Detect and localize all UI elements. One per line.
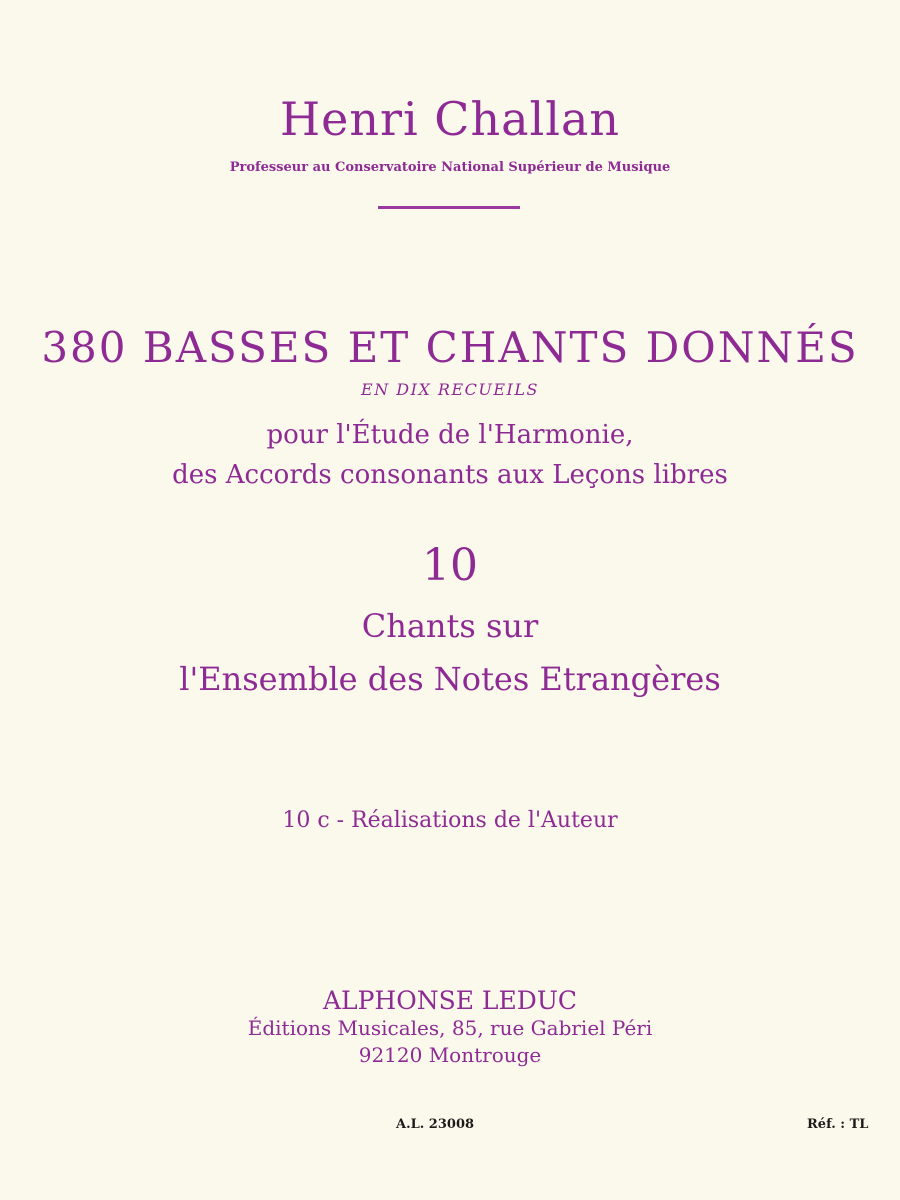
subtitle-harmonie: pour l'Étude de l'Harmonie,: [266, 420, 634, 450]
publisher-address-street: Éditions Musicales, 85, rue Gabriel Péri: [247, 1016, 653, 1040]
main-title: 380 BASSES ET CHANTS DONNÉS: [41, 323, 859, 372]
part-label: 10 c - Réalisations de l'Auteur: [282, 808, 618, 833]
reference-label: Réf. : TL: [807, 1117, 869, 1132]
volume-number: 10: [422, 540, 478, 591]
divider-rule: [378, 206, 520, 209]
author-title: Professeur au Conservatoire National Supérieur de Musique: [229, 160, 671, 175]
publisher-address-city: 92120 Montrouge: [358, 1043, 542, 1067]
volume-title-line-1: Chants sur: [361, 607, 539, 645]
catalog-code: A.L. 23008: [396, 1117, 475, 1132]
subtitle-recueils: EN DIX RECUEILS: [361, 380, 539, 399]
publisher-name: ALPHONSE LEDUC: [322, 986, 578, 1015]
subtitle-accords: des Accords consonants aux Leçons libres: [172, 460, 728, 490]
volume-title-line-2: l'Ensemble des Notes Etrangères: [179, 660, 721, 698]
author-name: Henri Challan: [279, 92, 620, 146]
